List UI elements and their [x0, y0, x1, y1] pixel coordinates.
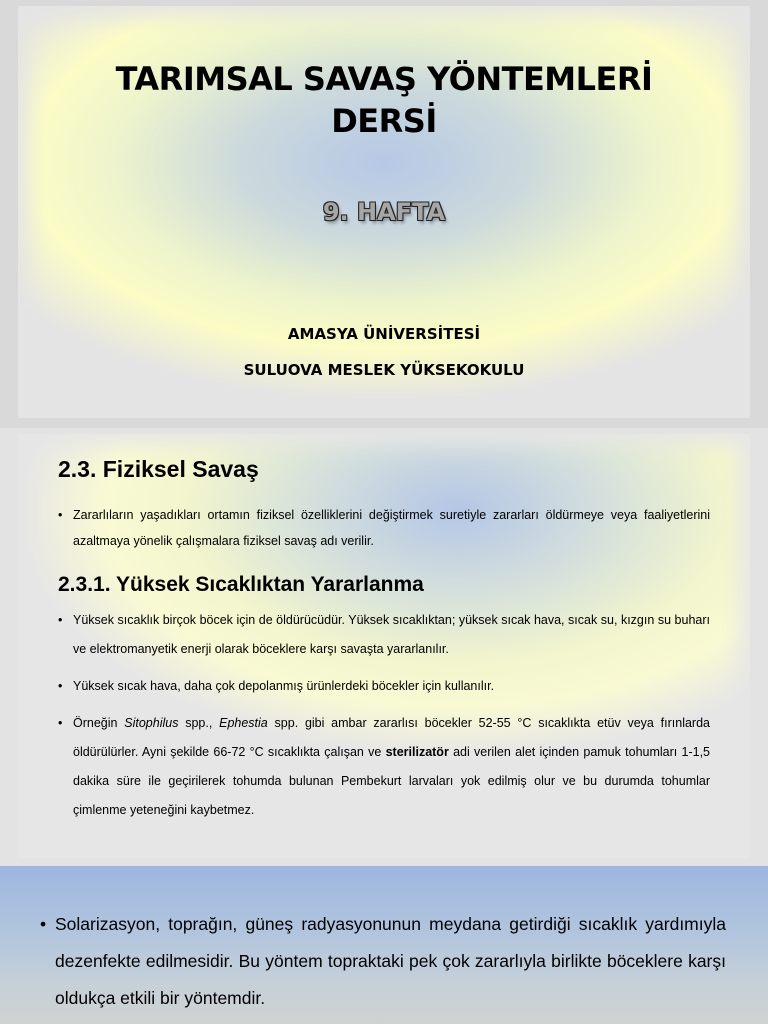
course-title-line2: DERSİ — [331, 102, 437, 140]
university-name: AMASYA ÜNİVERSİTESİ — [287, 325, 481, 343]
bullet3-text-c: spp. gibi ambar zararlısı böcekler 52-55 °C sıcaklıkta etüv veya fırınlarda öldürülürler. Ayni şekilde 66-72 °C sıcaklıkta çalışan ve — [73, 716, 710, 759]
bullet-item-1: • Yüksek sıcaklık birçok böcek için de öldürücüdür. Yüksek sıcaklıktan; yüksek sıcak hava, sıcak su, kızgın su buharı ve elektromanyetik enerji olarak böceklere karşı savaşta yararlanılır. — [58, 606, 710, 664]
genus-ephestia: Ephestia — [219, 716, 268, 730]
school-name: SULUOVA MESLEK YÜKSEKOKULU — [243, 361, 525, 379]
bullet-item-2: • Yüksek sıcak hava, daha çok depolanmış ürünlerdeki böcekler için kullanılır. — [58, 672, 710, 701]
subsection-heading: 2.3.1. Yüksek Sıcaklıktan Yararlanma — [58, 573, 424, 596]
sterilizator-term: sterilizatör — [385, 745, 449, 759]
solarization-bullet: • Solarizasyon, toprağın, güneş radyasyonunun meydana getirdiği sıcaklık yardımıyla dezenfekte edilmesidir. Bu yöntem topraktaki pek çok zararlıyla birlikte böceklere karşı oldukça etkili bir yöntemdir. — [40, 906, 726, 1017]
content-slide — [0, 428, 768, 866]
bullet3-text-b: spp., — [178, 716, 220, 730]
intro-list — [58, 502, 710, 554]
title-slide — [0, 0, 768, 428]
course-title — [0, 58, 768, 142]
section-heading: 2.3. Fiziksel Savaş — [58, 456, 259, 482]
intro-bullet: • Zararlıların yaşadıkları ortamın fiziksel özelliklerini değiştirmek suretiyle zararları öldürmeye veya faaliyetlerini azaltmaya yönelik çalışmalara fiziksel savaş adı verilir. — [58, 502, 710, 554]
bullet3-text-a: Örneğin — [73, 716, 125, 730]
solarization-list — [40, 906, 726, 1017]
week-label: 9. HAFTA — [322, 198, 446, 226]
solarization-slide — [0, 866, 768, 1024]
genus-sitophilus: Sitophilus — [124, 716, 179, 730]
bullet-item-3 — [58, 709, 710, 825]
course-title-line1: TARIMSAL SAVAŞ YÖNTEMLERİ — [115, 60, 653, 98]
bullet-list — [58, 606, 710, 833]
bullet3-text-d: adi verilen alet içinden pamuk tohumları 1-1,5 dakika süre ile geçirilerek tohumda bulunan Pembekurt larvaları yok edilmiş olur ve bu durumda tohumlar çimlenme yeteneğini kaybetmez. — [73, 745, 710, 817]
